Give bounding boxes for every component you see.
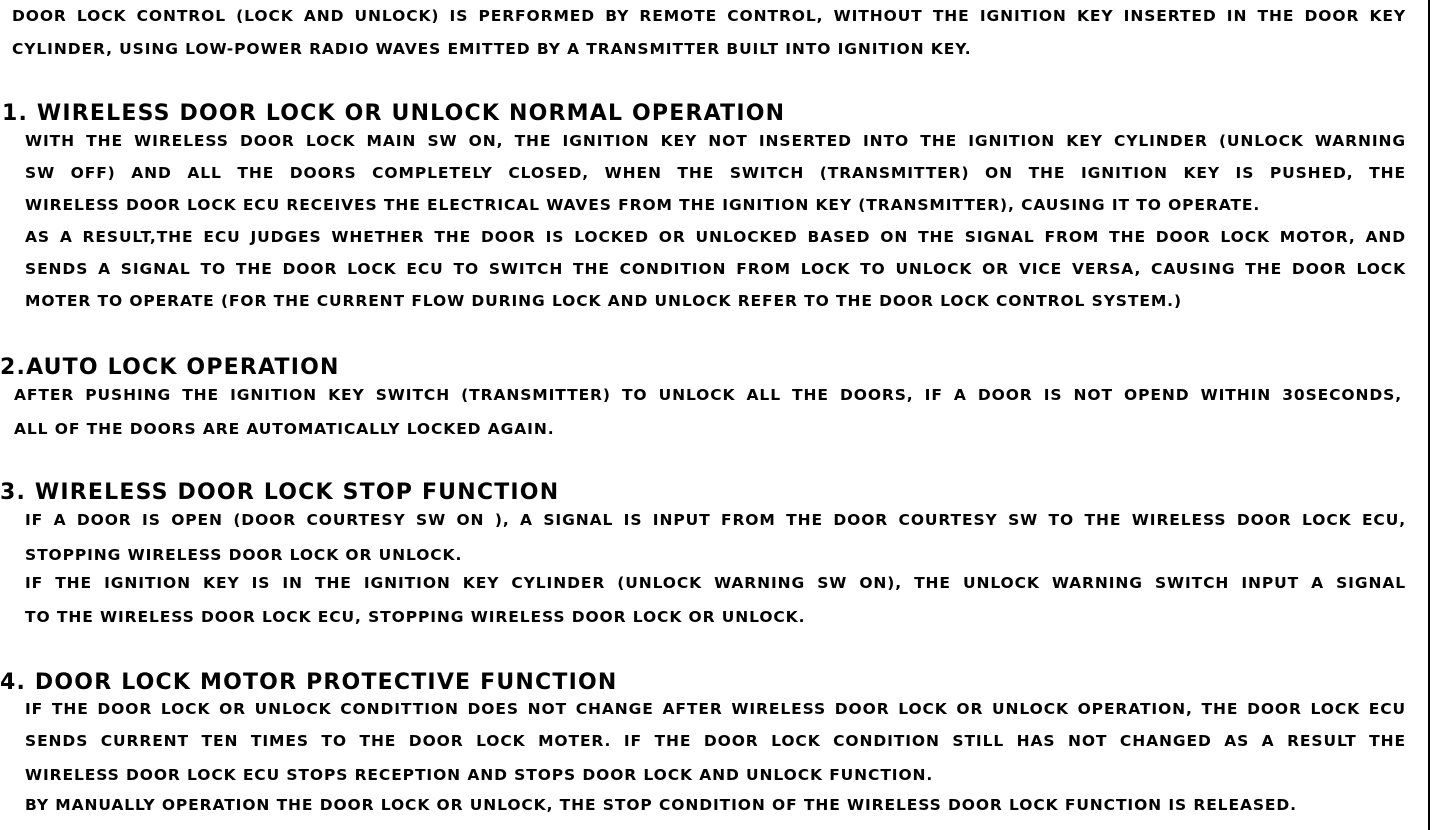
section-4-line-3: WIRELESS DOOR LOCK ECU STOPS RECEPTION AND STOPS DOOR LOCK AND UNLOCK FUNCTION. bbox=[25, 766, 934, 784]
section-1-line-6: MOTER TO OPERATE (FOR THE CURRENT FLOW DURING LOCK AND UNLOCK REFER TO THE DOOR LOCK CONTROL SYSTEM.) bbox=[25, 292, 1182, 310]
section-1-line-1: WITH THE WIRELESS DOOR LOCK MAIN SW ON, THE IGNITION KEY NOT INSERTED INTO THE IGNITION KEY CYLINDER (UNLOCK WARNING bbox=[25, 132, 1406, 150]
section-3-line-2: STOPPING WIRELESS DOOR LOCK OR UNLOCK. bbox=[25, 546, 463, 564]
section-1-line-3: WIRELESS DOOR LOCK ECU RECEIVES THE ELECTRICAL WAVES FROM THE IGNITION KEY (TRANSMITTER), CAUSING IT TO OPERATE. bbox=[25, 196, 1261, 214]
section-3-line-4: TO THE WIRELESS DOOR LOCK ECU, STOPPING WIRELESS DOOR LOCK OR UNLOCK. bbox=[25, 608, 806, 626]
section-3-line-1: IF A DOOR IS OPEN (DOOR COURTESY SW ON ), A SIGNAL IS INPUT FROM THE DOOR COURTESY SW TO THE WIRELESS DOOR LOCK ECU, bbox=[25, 511, 1406, 529]
section-1-heading: 1. WIRELESS DOOR LOCK OR UNLOCK NORMAL OPERATION bbox=[2, 101, 786, 126]
section-3-heading: 3. WIRELESS DOOR LOCK STOP FUNCTION bbox=[0, 480, 560, 505]
intro-line-1: DOOR LOCK CONTROL (LOCK AND UNLOCK) IS PERFORMED BY REMOTE CONTROL, WITHOUT THE IGNITION KEY INSERTED IN THE DOOR KEY bbox=[12, 7, 1406, 25]
section-4-line-1: IF THE DOOR LOCK OR UNLOCK CONDITTION DOES NOT CHANGE AFTER WIRELESS DOOR LOCK OR UNLOCK OPERATION, THE DOOR LOCK ECU bbox=[25, 700, 1406, 718]
section-2-line-1: AFTER PUSHING THE IGNITION KEY SWITCH (TRANSMITTER) TO UNLOCK ALL THE DOORS, IF A DOOR IS NOT OPEND WITHIN 30SECONDS, bbox=[14, 386, 1402, 404]
section-1-line-5: SENDS A SIGNAL TO THE DOOR LOCK ECU TO SWITCH THE CONDITION FROM LOCK TO UNLOCK OR VICE VERSA, CAUSING THE DOOR LOCK bbox=[25, 260, 1406, 278]
section-1-line-4: AS A RESULT,THE ECU JUDGES WHETHER THE DOOR IS LOCKED OR UNLOCKED BASED ON THE SIGNAL FROM THE DOOR LOCK MOTOR, AND bbox=[25, 228, 1406, 246]
section-4-line-4: BY MANUALLY OPERATION THE DOOR LOCK OR UNLOCK, THE STOP CONDITION OF THE WIRELESS DOOR LOCK FUNCTION IS RELEASED. bbox=[25, 796, 1297, 814]
section-4-heading: 4. DOOR LOCK MOTOR PROTECTIVE FUNCTION bbox=[0, 670, 618, 695]
section-2-line-2: ALL OF THE DOORS ARE AUTOMATICALLY LOCKED AGAIN. bbox=[14, 420, 555, 438]
section-1-line-2: SW OFF) AND ALL THE DOORS COMPLETELY CLOSED, WHEN THE SWITCH (TRANSMITTER) ON THE IGNITION KEY IS PUSHED, THE bbox=[25, 164, 1406, 182]
section-4-line-2: SENDS CURRENT TEN TIMES TO THE DOOR LOCK MOTER. IF THE DOOR LOCK CONDITION STILL HAS NOT CHANGED AS A RESULT THE bbox=[25, 732, 1406, 750]
section-2-heading: 2.AUTO LOCK OPERATION bbox=[0, 355, 340, 380]
section-3-line-3: IF THE IGNITION KEY IS IN THE IGNITION KEY CYLINDER (UNLOCK WARNING SW ON), THE UNLOCK WARNING SWITCH INPUT A SIGNAL bbox=[25, 574, 1406, 592]
page-border-rule bbox=[1428, 0, 1430, 830]
intro-line-2: CYLINDER, USING LOW-POWER RADIO WAVES EMITTED BY A TRANSMITTER BUILT INTO IGNITION KEY. bbox=[12, 40, 972, 58]
